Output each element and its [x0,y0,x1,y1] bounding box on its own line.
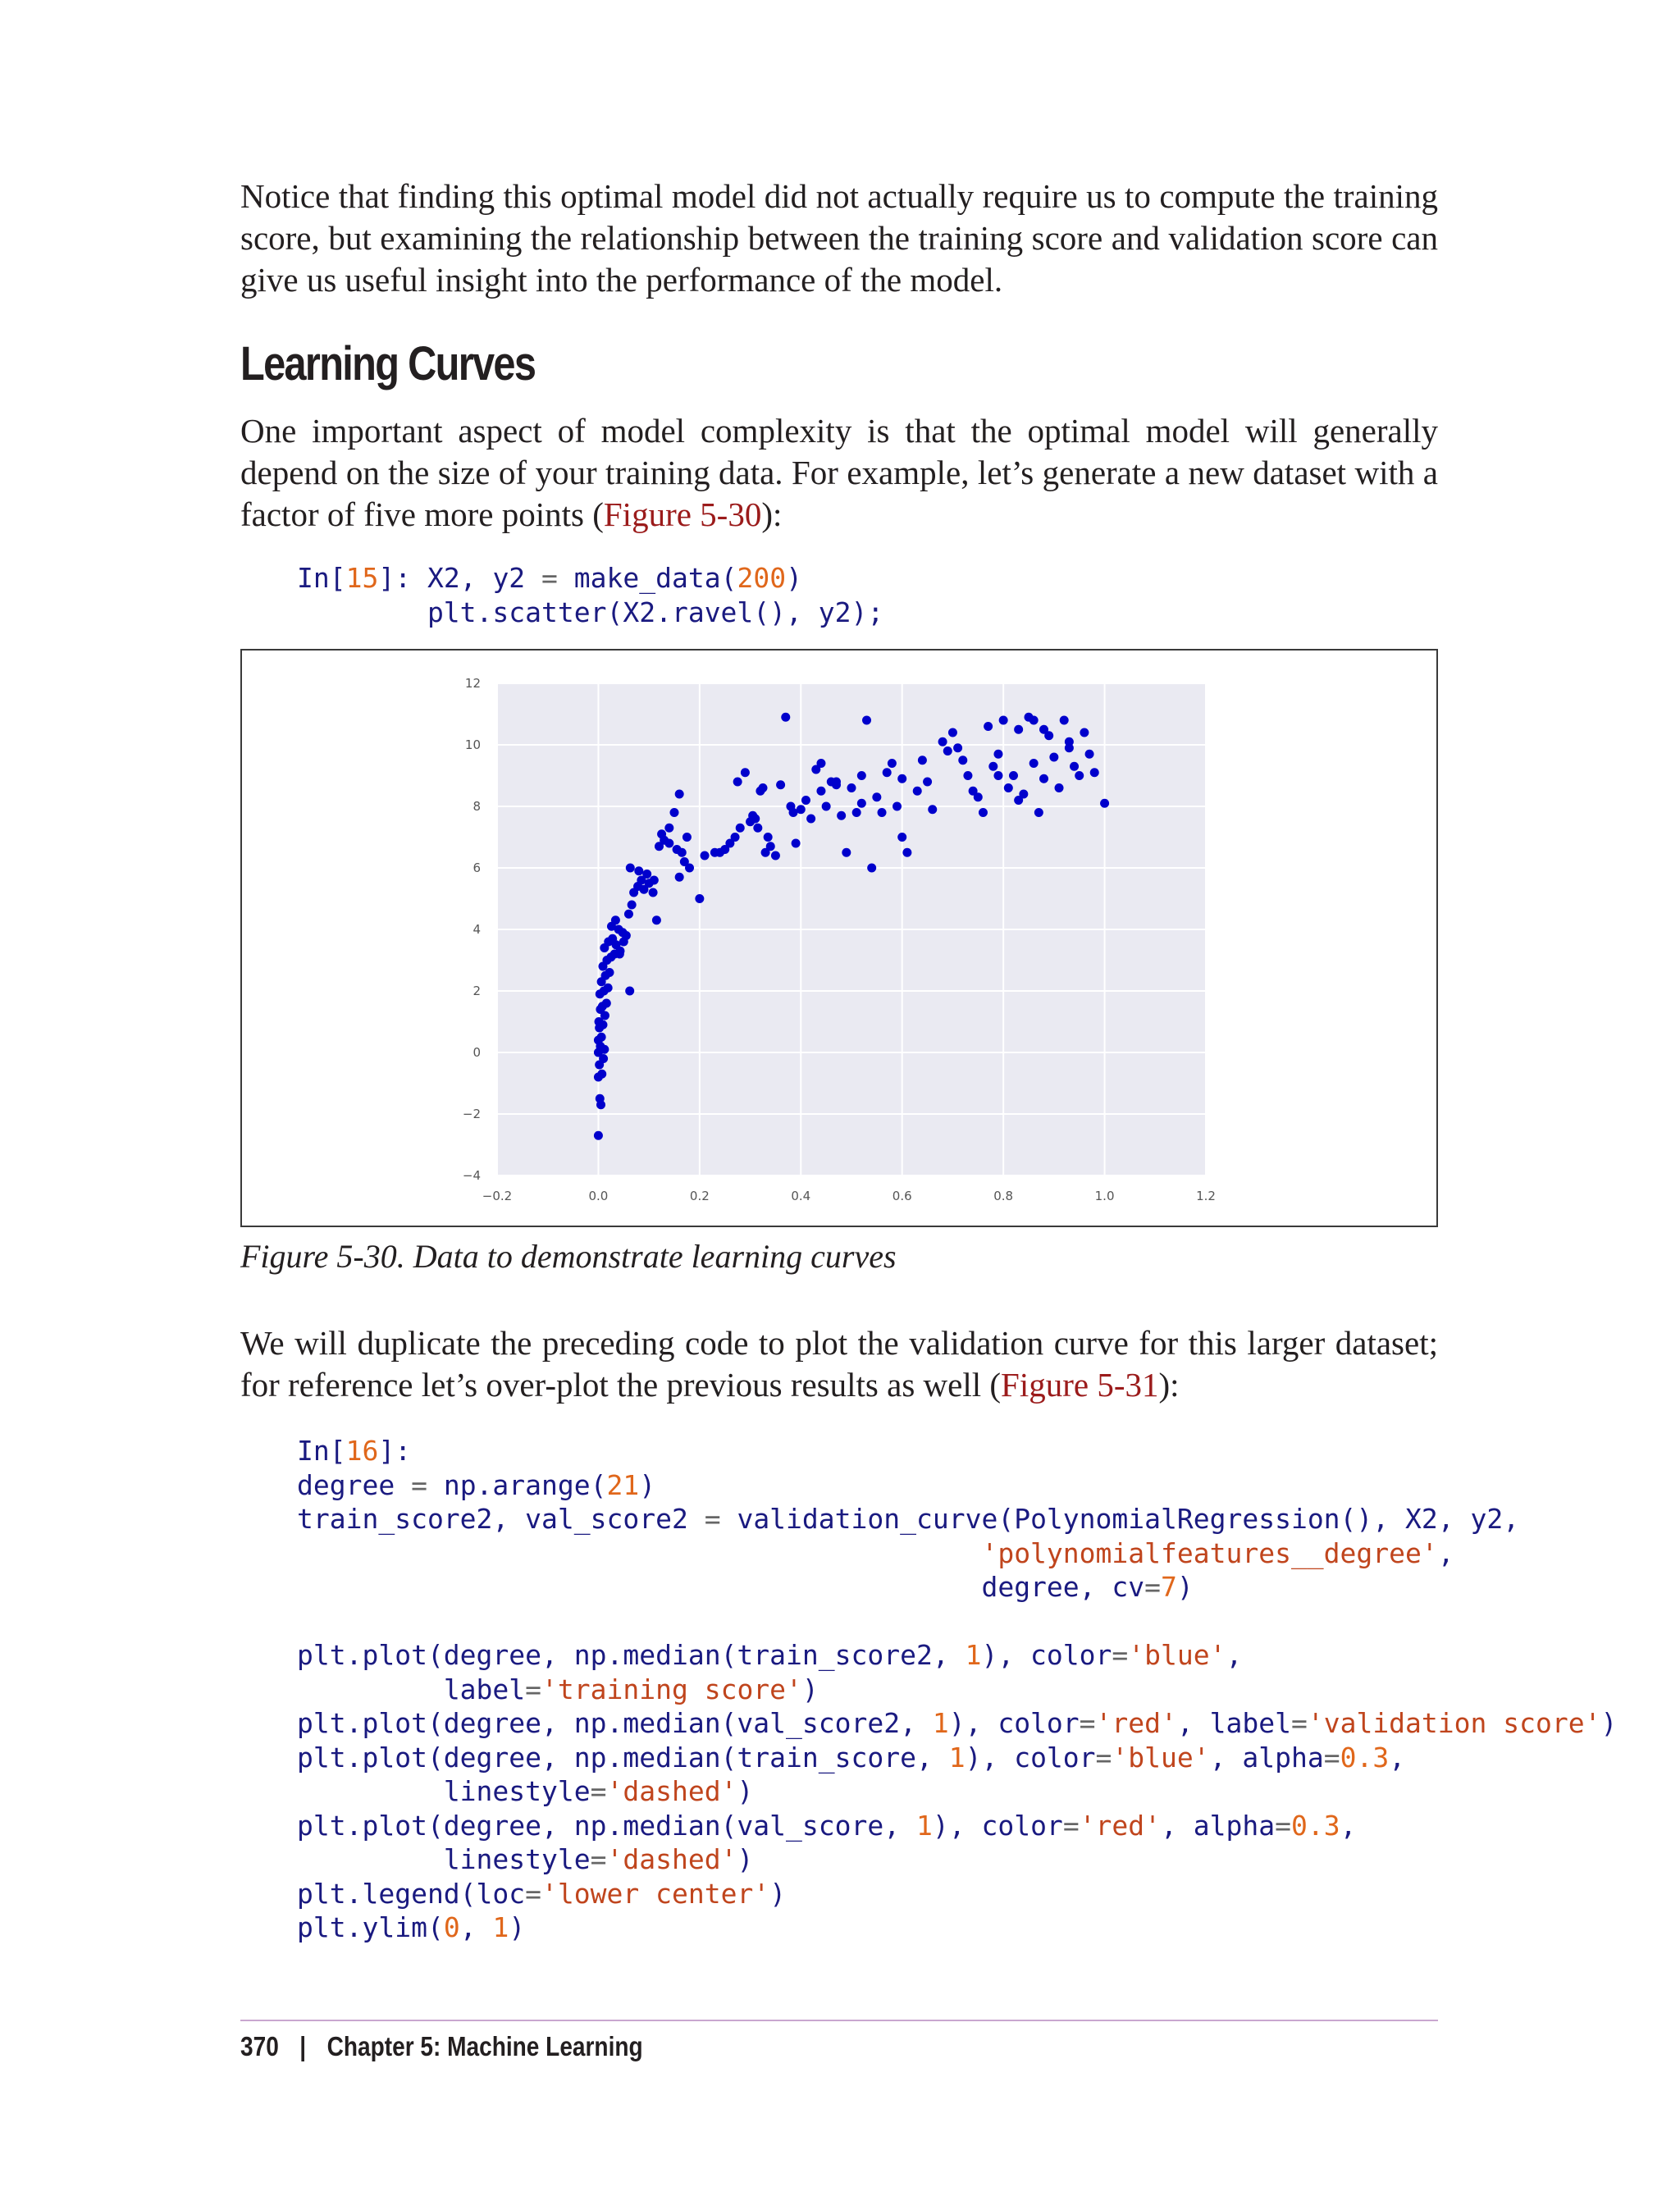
data-point [842,848,851,857]
data-point [741,768,750,777]
learning-curves-paragraph [240,410,1438,536]
data-point [1029,716,1039,725]
data-point [650,876,659,885]
data-point [625,987,634,996]
data-point [628,901,637,910]
data-point [806,815,815,824]
data-point [913,787,922,796]
data-point [923,778,932,787]
data-point [857,771,866,780]
intro-paragraph: Notice that finding this optimal model did not actually require us to compute the training score, but examining the relationship between the training score and validation score can give us useful insight into the performance of the model. [240,177,1438,299]
data-point [1080,728,1089,737]
data-point [816,759,825,768]
data-point [999,716,1008,725]
section-heading: Learning Curves [240,337,536,390]
data-point [1009,771,1018,780]
y-tick-label: 0 [472,1045,481,1060]
data-point [883,768,892,777]
data-point [594,1131,603,1140]
data-point [764,833,773,842]
data-point [988,762,998,771]
data-point [701,851,710,861]
y-tick-label: 2 [472,984,481,998]
scatter-plot [242,651,1436,1226]
data-point [771,851,780,861]
x-tick-label: 1.0 [1094,1189,1115,1203]
code-prompt: In[15]: [297,562,427,594]
data-point [776,780,785,789]
x-tick-label: 0.4 [791,1189,811,1203]
data-point [1039,725,1048,734]
code-prompt: In[16]: [297,1435,412,1467]
x-tick-label: 0.8 [993,1189,1014,1203]
data-point [847,783,856,792]
data-point [832,778,841,787]
x-tick-label: 0.0 [588,1189,609,1203]
data-point [675,790,684,799]
footer-rule [240,2020,1438,2021]
data-point [615,950,624,959]
data-point [993,771,1002,780]
data-point [1065,737,1074,746]
data-point [797,805,806,814]
data-point [678,848,687,857]
chapter-title: Chapter 5: Machine Learning [326,2031,643,2061]
data-point [892,802,902,811]
data-point [622,931,631,940]
data-point [605,968,614,977]
figure-5-30 [240,649,1438,1227]
data-point [682,833,692,842]
data-point [993,750,1002,759]
paragraph-tail: ): [1158,1366,1180,1404]
y-tick-label: −4 [462,1168,481,1183]
data-point [888,759,897,768]
y-tick-label: 4 [472,922,481,937]
page-footer [240,2031,643,2062]
data-point [685,864,694,873]
data-point [634,866,643,875]
x-tick-label: −0.2 [482,1189,513,1203]
code-cell-16: In[16]: degree = np.arange(21) train_score2, val_score2 = validation_curve(PolynomialRegression(), X2, y2, 'polynomialfeatures__degree', degree, cv=7) plt.plot(degree, np.median(train_score2, 1), color='blue', label='training score') plt.plot(degree, np.median(val_score2, 1), color='red', label='validation score') plt.plot(degree, np.median(train_score, 1), color='blue', alpha=0.3, linestyle='dashed') plt.plot(degree, np.median(val_score, 1), color='red', alpha=0.3, linestyle='dashed') plt.legend(loc='lower center') plt.ylim(0, 1) [297,1435,1618,1943]
data-point [867,864,876,873]
data-point [596,1094,605,1103]
data-point [1004,783,1013,792]
data-point [664,839,673,848]
data-point [604,984,613,993]
page-number: 370 [240,2031,279,2061]
data-point [602,999,611,1008]
data-point [816,787,825,796]
data-point [675,873,684,882]
y-tick-label: 6 [472,861,481,875]
data-point [1085,750,1094,759]
data-point [1039,774,1048,783]
data-point [766,842,775,851]
data-point [984,722,993,731]
data-point [626,864,635,873]
data-point [611,915,620,924]
data-point [1090,768,1099,777]
data-point [1060,716,1069,725]
data-point [733,778,742,787]
data-point [792,839,801,848]
data-point [781,713,790,722]
data-point [822,802,831,811]
y-tick-label: 12 [464,676,481,691]
data-point [597,1033,606,1042]
data-point [649,888,658,897]
x-tick-label: 0.6 [892,1189,912,1203]
y-tick-label: 8 [472,799,481,814]
data-point [852,808,861,817]
data-point [801,796,810,805]
y-tick-label: 10 [464,737,481,752]
data-point [963,771,972,780]
figure-5-30-link[interactable]: Figure 5-30 [603,495,762,533]
data-point [979,808,988,817]
data-point [759,783,768,792]
data-point [953,743,962,752]
data-point [1034,808,1043,817]
data-point [902,848,911,857]
figure-caption: Figure 5-30. Data to demonstrate learning curves [240,1238,897,1275]
data-point [1014,796,1023,805]
data-point [1055,783,1064,792]
data-point [897,774,906,783]
code-cell-15: In[15]: X2, y2 = make_data(200) plt.scatter(X2.ravel(), y2); [297,562,884,628]
data-point [753,824,762,833]
data-point [1075,771,1084,780]
y-tick-label: −2 [462,1107,481,1121]
data-point [664,824,673,833]
data-point [670,808,679,817]
data-point [1049,753,1058,762]
data-point [928,805,937,814]
data-point [878,808,887,817]
data-point [1029,759,1039,768]
data-point [751,815,760,824]
x-tick-label: 0.2 [689,1189,710,1203]
data-point [642,870,651,879]
paragraph-text: One important aspect of model complexity is that the optimal model will generally depend on the size of your training data. For example, let’s generate a new dataset with a factor of five more points ( [240,412,1438,533]
validation-paragraph [240,1322,1438,1406]
data-point [837,811,846,820]
footer-separator: | [299,2031,307,2061]
x-tick-label: 1.2 [1196,1189,1216,1203]
data-point [958,756,967,765]
data-point [862,716,871,725]
data-point [1100,799,1109,808]
data-point [872,792,881,801]
data-point [600,1045,609,1054]
data-point [1070,762,1079,771]
data-point [597,1070,606,1079]
paragraph-tail: ): [761,495,783,533]
data-point [736,824,745,833]
data-point [731,833,740,842]
data-point [710,848,719,857]
data-point [857,799,866,808]
data-point [918,756,927,765]
data-point [624,910,633,919]
data-point [974,792,983,801]
data-point [948,728,957,737]
data-point [652,915,661,924]
data-point [1014,725,1023,734]
data-point [943,746,952,756]
paragraph-text: We will duplicate the preceding code to plot the validation curve for this larger dataset; for reference let’s over-plot the previous results as well ( [240,1324,1438,1404]
figure-5-31-link[interactable]: Figure 5-31 [1001,1366,1159,1404]
data-point [938,737,947,746]
data-point [695,894,704,903]
data-point [897,833,906,842]
